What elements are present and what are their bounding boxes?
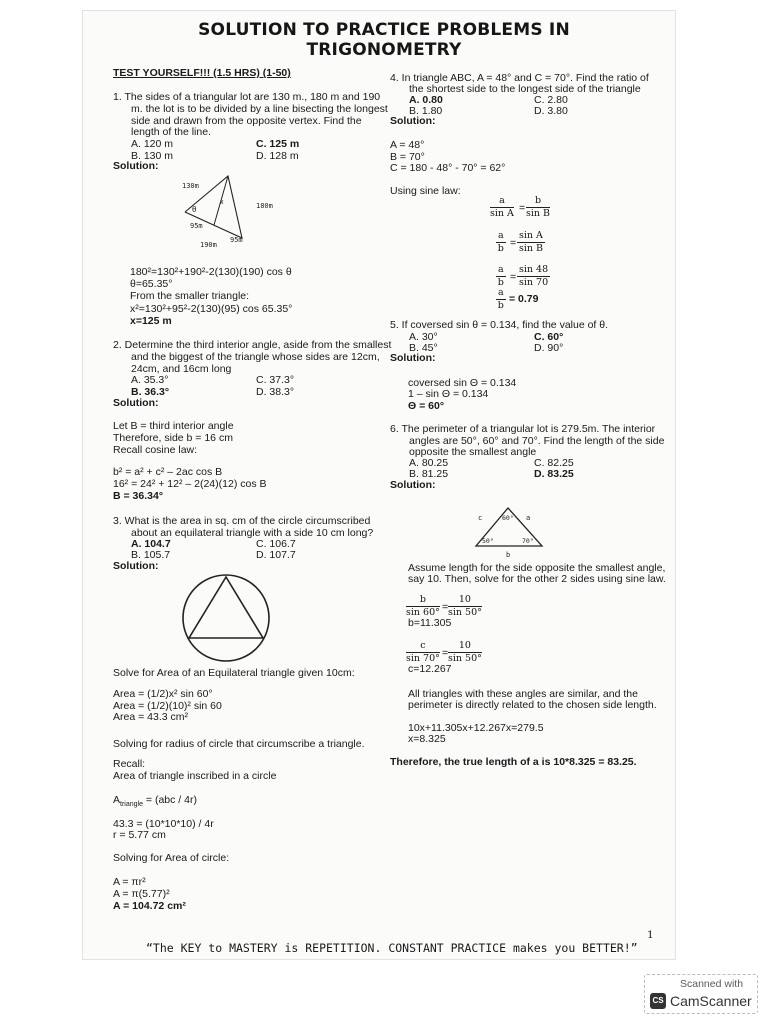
q4-solution-label: Solution: [390, 115, 436, 127]
q6-choice-d: D. 83.25 [534, 468, 574, 480]
q6-step5: All triangles with these angles are similar, and the [408, 688, 638, 700]
q4-step4: Using sine law: [390, 185, 461, 197]
q4-f4-num: sin A [519, 230, 543, 241]
q4-f3-den: b [497, 243, 504, 254]
q6-step8: x=8.325 [408, 733, 446, 745]
q3-step2: Area = (1/2)x² sin 60° [113, 688, 213, 700]
q4-line1: 4. In triangle ABC, A = 48° and C = 70°. Find the ratio of [390, 72, 649, 84]
q1-answer: x=125 m [130, 315, 172, 327]
q4-frac-sinA-sinB [517, 230, 545, 255]
q4-frac-a-b-3 [496, 287, 506, 312]
q4-frac-b-sinB [526, 195, 550, 220]
q4-f7-den: b [497, 300, 504, 311]
q4-f6-num: sin 48 [519, 264, 549, 275]
q1-choice-c: C. 125 m [256, 138, 300, 150]
page-title-line2: TRIGONOMETRY [306, 40, 462, 60]
q3-line1: 3. What is the area in sq. cm of the circle circumscribed [113, 515, 371, 527]
q3-choice-a: A. 104.7 [131, 538, 171, 550]
q4-f5-num: a [498, 264, 504, 275]
q5-choice-c: C. 60° [534, 331, 564, 343]
q3-step4: Area = 43.3 cm² [113, 711, 188, 723]
q3-choice-d: D. 107.7 [256, 549, 296, 561]
q4-f3-num: a [498, 230, 504, 241]
q4-choice-a: A. 0.80 [409, 94, 443, 106]
q6-frac-10-sin50-2 [448, 640, 482, 665]
q6-frac-10-sin50 [448, 594, 482, 619]
q4-line2: the shortest side to the longest side of the triangle [409, 83, 641, 95]
q3-step10: r = 5.77 cm [113, 829, 166, 841]
q2-choice-b: B. 36.3° [131, 386, 170, 398]
q6-step2: say 10. Then, solve for the other 2 sides using sine law. [408, 573, 666, 585]
q4-frac-a-sinA [490, 195, 514, 220]
q6-step6: perimeter is directly related to the chosen side length. [408, 699, 657, 711]
q2-step1: Let B = third interior angle [113, 420, 234, 432]
q2-step5: 16² = 24² + 12² – 2(24)(12) cos B [113, 478, 267, 490]
test-heading: TEST YOURSELF!!! (1.5 HRS) (1-50) [113, 67, 291, 79]
q6-eq1: = [442, 601, 449, 613]
q4-choice-c: C. 2.80 [534, 94, 568, 106]
q4-choice-b: B. 1.80 [409, 105, 443, 117]
q3-step8-sub: triangle [120, 801, 143, 809]
q1-fig-bottom: 190m [200, 241, 217, 249]
q3-circle-triangle-diagram [180, 572, 272, 664]
q1-line4: length of the line. [131, 126, 211, 138]
q5-choice-d: D. 90° [534, 342, 564, 354]
q6-step3: b=11.305 [408, 617, 452, 629]
q6-g2-den: sin 50° [448, 607, 482, 618]
q1-fig-bottom-right: 95m [230, 236, 243, 244]
q4-frac-a-b-2 [496, 264, 506, 289]
q6-step1: Assume length for the side opposite the smallest angle, [408, 562, 666, 574]
q3-solution-label: Solution: [113, 560, 159, 572]
q3-step8 [113, 794, 197, 811]
q6-g1-num: b [406, 594, 440, 607]
q3-choice-c: C. 106.7 [256, 538, 296, 550]
q4-f5-den: b [497, 277, 504, 288]
q2-line2: and the biggest of the triangle whose sides are 12cm, [131, 351, 380, 363]
q4-f6-den: sin 70 [519, 277, 549, 288]
q6-fig-br-angle: 70° [522, 537, 534, 545]
q2-choice-d: D. 38.3° [256, 386, 295, 398]
q6-choice-c: C. 82.25 [534, 457, 574, 469]
q1-line2: m. the lot is to be divided by a line bisecting the longest [131, 103, 388, 115]
camscanner-brand: CamScanner [670, 993, 752, 1009]
q6-step7: 10x+11.305x+12.267x=279.5 [408, 722, 544, 734]
q6-g3-den: sin 70° [406, 653, 440, 664]
q2-step4: b² = a² + c² – 2ac cos B [113, 466, 223, 478]
q3-step13: A = π(5.77)² [113, 888, 170, 900]
q1-choice-a: A. 120 m [131, 138, 174, 150]
q3-step8-a: A [113, 794, 121, 806]
q4-choice-d: D. 3.80 [534, 105, 568, 117]
q2-solution-label: Solution: [113, 397, 159, 409]
q1-solution-label: Solution: [113, 160, 159, 172]
page-number: 1 [647, 929, 654, 941]
q6-fig-c: c [478, 514, 483, 522]
q6-g4-num: 10 [448, 640, 482, 653]
q6-step4: c=12.267 [408, 663, 452, 675]
q3-choice-b: B. 105.7 [131, 549, 171, 561]
q4-f1-den: sin A [490, 208, 514, 219]
q3-step7: Area of triangle inscribed in a circle [113, 770, 277, 782]
q6-conclusion: Therefore, the true length of a is 10*8.325 = 83.25. [390, 756, 637, 768]
q4-eq3: = [510, 271, 517, 283]
q2-line1: 2. Determine the third interior angle, aside from the smallest [113, 339, 392, 351]
q1-step4: x²=130²+95²-2(130)(95) cos 65.35° [130, 303, 293, 315]
q1-fig-x: x [220, 199, 224, 206]
q1-step3: From the smaller triangle: [130, 290, 250, 302]
q6-frac-c-sin70 [406, 640, 440, 665]
q6-frac-b-sin60 [406, 594, 440, 619]
q5-solution-label: Solution: [390, 352, 436, 364]
q4-f4-den: sin B [518, 243, 543, 254]
q4-f7-num: a [498, 287, 504, 298]
q4-frac-sin48-sin70 [517, 264, 550, 289]
q6-g2-num: 10 [448, 594, 482, 607]
q2-step2: Therefore, side b = 16 cm [113, 432, 233, 444]
q1-line3: side and drawn from the opposite vertex. Find the [131, 115, 362, 127]
q3-step9: 43.3 = (10*10*10) / 4r [113, 818, 214, 830]
q5-line1: 5. If coversed sin θ = 0.134, find the value of θ. [390, 319, 609, 331]
q3-step8-b: = (abc / 4r) [142, 794, 197, 806]
q6-triangle-diagram [470, 506, 548, 562]
q1-step2: θ=65.35° [130, 278, 173, 290]
q4-f2-num: b [526, 195, 550, 208]
q1-choice-d: D. 128 m [256, 150, 299, 162]
camscanner-logo-icon: CS [650, 993, 666, 1009]
q4-frac-a-b [496, 230, 506, 255]
q6-eq2: = [442, 647, 449, 659]
q2-choice-a: A. 35.3° [131, 374, 169, 386]
q4-eq1: = [519, 202, 526, 214]
q4-f2-den: sin B [526, 208, 551, 219]
q3-step3: Area = (1/2)(10)² sin 60 [113, 700, 222, 712]
q3-step5: Solving for radius of circle that circumscribe a triangle. [113, 738, 365, 750]
q1-fig-top: 130m [182, 182, 199, 190]
q5-choice-b: B. 45° [409, 342, 438, 354]
q6-choice-a: A. 80.25 [409, 457, 449, 469]
q1-triangle-diagram [170, 170, 290, 255]
q4-f1-num: a [490, 195, 514, 208]
q1-fig-theta: θ [192, 205, 197, 214]
q6-fig-bl-angle: 50° [482, 537, 494, 545]
q4-step3: C = 180 - 48° - 70° = 62° [390, 162, 506, 174]
q6-solution-label: Solution: [390, 479, 436, 491]
q6-fig-top-angle: 60° [502, 514, 514, 522]
q4-step2: B = 70° [390, 151, 425, 163]
q3-step1: Solve for Area of an Equilateral triangle given 10cm: [113, 667, 355, 679]
q1-line1: 1. The sides of a triangular lot are 130 m., 180 m and 190 [113, 91, 381, 103]
q6-line2: angles are 50°, 60° and 70°. Find the length of the side [409, 435, 665, 447]
q1-fig-right: 180m [256, 202, 273, 210]
q6-choice-b: B. 81.25 [409, 468, 449, 480]
q1-fig-bottom-left: 95m [190, 222, 203, 230]
q2-choice-c: C. 37.3° [256, 374, 295, 386]
q4-answer: = 0.79 [509, 293, 539, 305]
q4-step1: A = 48° [390, 139, 425, 151]
q5-answer: Θ = 60° [408, 400, 445, 412]
scanned-with-label: Scanned with [680, 978, 744, 990]
q6-g3-num: c [406, 640, 440, 653]
q2-answer: B = 36.34° [113, 490, 164, 502]
q2-line3: 24cm, and 16cm long [131, 363, 232, 375]
q3-step11: Solving for Area of circle: [113, 852, 230, 864]
q3-answer: A = 104.72 cm² [113, 900, 186, 912]
q6-line1: 6. The perimeter of a triangular lot is 279.5m. The interior [390, 423, 656, 435]
q1-choice-b: B. 130 m [131, 150, 174, 162]
q6-fig-a: a [526, 514, 531, 522]
q5-choice-a: A. 30° [409, 331, 438, 343]
q3-line2: about an equilateral triangle with a side 10 cm long? [131, 527, 374, 539]
motivational-quote: “The KEY to MASTERY is REPETITION. CONSTANT PRACTICE makes you BETTER!” [146, 941, 638, 955]
q6-fig-b: b [506, 551, 511, 559]
q4-eq2: = [510, 237, 517, 249]
q3-step12: A = πr² [113, 876, 146, 888]
q6-line3: opposite the smallest angle [409, 446, 537, 458]
page-title-line1: SOLUTION TO PRACTICE PROBLEMS IN [198, 20, 570, 40]
q6-g4-den: sin 50° [448, 653, 482, 664]
q2-step3: Recall cosine law: [113, 444, 198, 456]
q1-step1: 180²=130²+190²-2(130)(190) cos θ [130, 266, 292, 278]
q6-g1-den: sin 60° [406, 607, 440, 618]
q5-step1: coversed sin Θ = 0.134 [408, 377, 517, 389]
q3-step6: Recall: [113, 758, 146, 770]
q5-step2: 1 – sin Θ = 0.134 [408, 388, 489, 400]
